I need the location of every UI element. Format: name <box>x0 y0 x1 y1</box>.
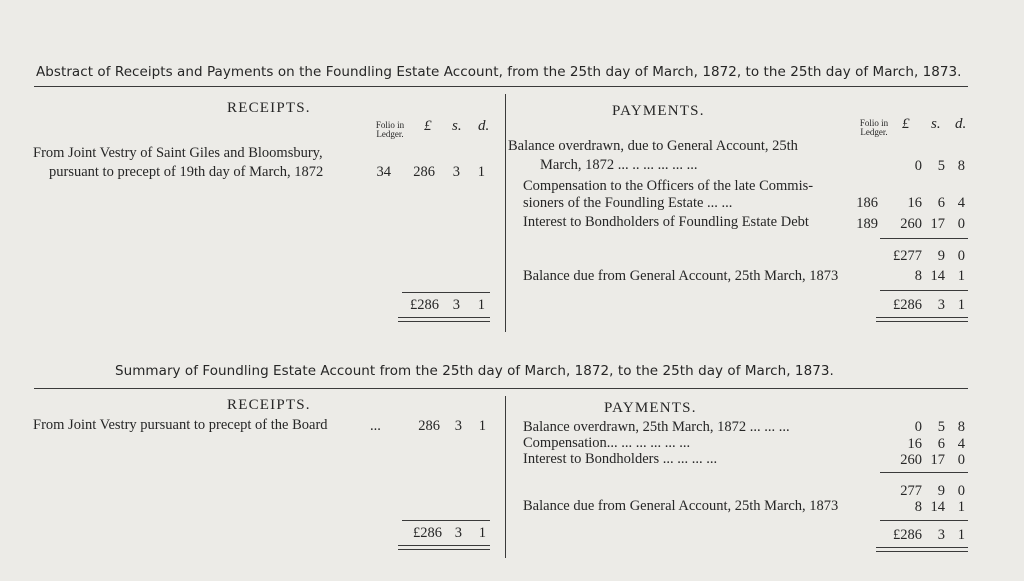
summary-payments-item1-pounds: 0 <box>914 419 922 435</box>
folio-header-line: Ledger. <box>376 129 404 139</box>
abstract-payments-balance-pounds: 8 <box>914 268 922 284</box>
abstract-payments-item3-shillings: 17 <box>930 216 945 232</box>
summary-payments-item3-pence: 0 <box>957 452 965 468</box>
abstract-receipts-heading: RECEIPTS. <box>227 100 311 116</box>
abstract-payments-subtotal-pence: 0 <box>957 248 965 264</box>
abstract-payments-total-rule-2 <box>876 321 968 322</box>
summary-payments-subtotal-pence: 0 <box>957 483 965 499</box>
abstract-payments-subtotal-pounds: £277 <box>893 248 922 264</box>
summary-payments-balance-pounds: 8 <box>914 499 922 515</box>
summary-payments-total-pence: 1 <box>957 527 965 543</box>
summary-payments-item2-pence: 4 <box>957 436 965 452</box>
summary-payments-balance-label: Balance due from General Account, 25th March, 1873 <box>523 498 839 514</box>
summary-receipts-total-pounds: £286 <box>413 525 442 541</box>
summary-receipts-item-label: From Joint Vestry pursuant to precept of the Board <box>33 417 328 433</box>
summary-payments-subtotal-pounds: 277 <box>900 483 922 499</box>
abstract-receipts-folio-header <box>368 121 412 139</box>
abstract-payments-item3-line1: Interest to Bondholders of Foundling Estate Debt <box>523 214 809 230</box>
abstract-receipts-item-pounds: 286 <box>413 164 435 180</box>
abstract-payments-item1-shillings: 5 <box>937 158 945 174</box>
abstract-payments-item3-pounds: 260 <box>900 216 922 232</box>
abstract-payments-item1-line2: March, 1872 ... .. ... ... ... ... <box>540 157 698 173</box>
abstract-payments-total-rule-top <box>880 290 968 291</box>
abstract-receipts-item-shillings: 3 <box>452 164 460 180</box>
abstract-payments-total-pence: 1 <box>957 297 965 313</box>
abstract-receipts-total-pence: 1 <box>477 297 485 313</box>
abstract-payments-item3-folio: 189 <box>856 216 878 232</box>
summary-receipts-total-rule-top <box>402 520 490 521</box>
summary-receipts-item-shillings: 3 <box>454 418 462 434</box>
summary-payments-item3-label: Interest to Bondholders ... ... ... ... <box>523 451 718 467</box>
summary-payments-total-pounds: £286 <box>893 527 922 543</box>
abstract-receipts-total-shillings: 3 <box>452 297 460 313</box>
abstract-payments-item2-pence: 4 <box>957 195 965 211</box>
summary-payments-item2-shillings: 6 <box>937 436 945 452</box>
summary-payments-total-rule-1 <box>876 547 968 548</box>
abstract-payments-item3-pence: 0 <box>957 216 965 232</box>
abstract-payments-item1-line1: Balance overdrawn, due to General Account, 25th <box>508 138 798 154</box>
abstract-receipts-pound-header: £ <box>424 118 432 134</box>
summary-receipts-total-shillings: 3 <box>454 525 462 541</box>
abstract-title: Abstract of Receipts and Payments on the Foundling Estate Account, from the 25th day of March, 1872, to the 25th day of March, 1873. <box>36 64 962 80</box>
summary-payments-subtotal-rule <box>880 472 968 473</box>
abstract-payments-subtotal-rule <box>880 238 968 239</box>
abstract-payments-item2-line1: Compensation to the Officers of the late Commis- <box>523 178 814 194</box>
abstract-payments-item2-shillings: 6 <box>937 195 945 211</box>
abstract-payments-shilling-header: s. <box>931 116 941 132</box>
summary-payments-balance-pence: 1 <box>957 499 965 515</box>
abstract-payments-heading: PAYMENTS. <box>612 103 705 119</box>
abstract-payments-total-shillings: 3 <box>937 297 945 313</box>
summary-payments-total-rule-2 <box>876 551 968 552</box>
summary-payments-balance-shillings: 14 <box>930 499 945 515</box>
summary-payments-total-rule-top <box>880 520 968 521</box>
abstract-receipts-item-line1: From Joint Vestry of Saint Giles and Bloomsbury, <box>33 145 323 161</box>
summary-receipts-item-pence: 1 <box>478 418 486 434</box>
abstract-payments-item1-pence: 8 <box>957 158 965 174</box>
folio-header-line: Folio in <box>859 118 889 128</box>
abstract-receipts-item-line2: pursuant to precept of 19th day of March, 1872 <box>49 164 324 180</box>
summary-payments-heading: PAYMENTS. <box>604 400 697 416</box>
abstract-payments-pence-header: d. <box>955 116 967 132</box>
abstract-payments-balance-shillings: 14 <box>930 268 945 284</box>
summary-payments-item1-pence: 8 <box>957 419 965 435</box>
summary-title: Summary of Foundling Estate Account from the 25th day of March, 1872, to the 25th day of March, 1873. <box>115 363 834 379</box>
summary-payments-item1-shillings: 5 <box>937 419 945 435</box>
abstract-payments-subtotal-shillings: 9 <box>937 248 945 264</box>
abstract-top-rule <box>34 86 968 87</box>
abstract-payments-item2-folio: 186 <box>856 195 878 211</box>
abstract-payments-folio-header <box>852 119 896 137</box>
abstract-center-divider <box>505 94 506 332</box>
summary-receipts-total-pence: 1 <box>478 525 486 541</box>
summary-receipts-total-rule-1 <box>398 545 490 546</box>
abstract-payments-item2-pounds: 16 <box>907 195 922 211</box>
summary-top-rule <box>34 388 968 389</box>
abstract-payments-total-pounds: £286 <box>893 297 922 313</box>
abstract-receipts-total-pounds: £286 <box>410 297 439 313</box>
folio-header-line: Ledger. <box>860 127 888 137</box>
summary-payments-item3-pounds: 260 <box>900 452 922 468</box>
folio-header-line: Folio in <box>375 120 405 130</box>
summary-payments-item1-label: Balance overdrawn, 25th March, 1872 ... ... ... <box>523 419 790 435</box>
summary-receipts-item-pounds: 286 <box>418 418 440 434</box>
summary-payments-item2-label: Compensation... ... ... ... ... ... <box>523 435 691 451</box>
abstract-receipts-total-rule-top <box>402 292 490 293</box>
summary-payments-subtotal-shillings: 9 <box>937 483 945 499</box>
abstract-receipts-pence-header: d. <box>478 118 490 134</box>
summary-center-divider <box>505 396 506 558</box>
abstract-payments-item2-line2: sioners of the Foundling Estate ... ... <box>523 195 733 211</box>
abstract-receipts-total-rule-1 <box>398 317 490 318</box>
abstract-receipts-item-folio: 34 <box>376 164 391 180</box>
abstract-payments-balance-pence: 1 <box>957 268 965 284</box>
abstract-payments-item1-pounds: 0 <box>914 158 922 174</box>
abstract-receipts-total-rule-2 <box>398 321 490 322</box>
summary-payments-item2-pounds: 16 <box>907 436 922 452</box>
summary-payments-total-shillings: 3 <box>937 527 945 543</box>
abstract-receipts-shilling-header: s. <box>452 118 462 134</box>
abstract-receipts-item-pence: 1 <box>477 164 485 180</box>
summary-receipts-total-rule-2 <box>398 549 490 550</box>
abstract-payments-balance-label: Balance due from General Account, 25th March, 1873 <box>523 268 839 284</box>
summary-receipts-heading: RECEIPTS. <box>227 397 311 413</box>
abstract-payments-total-rule-1 <box>876 317 968 318</box>
abstract-payments-pound-header: £ <box>902 116 910 132</box>
summary-receipts-item-dots: ... <box>370 418 381 434</box>
summary-payments-item3-shillings: 17 <box>930 452 945 468</box>
